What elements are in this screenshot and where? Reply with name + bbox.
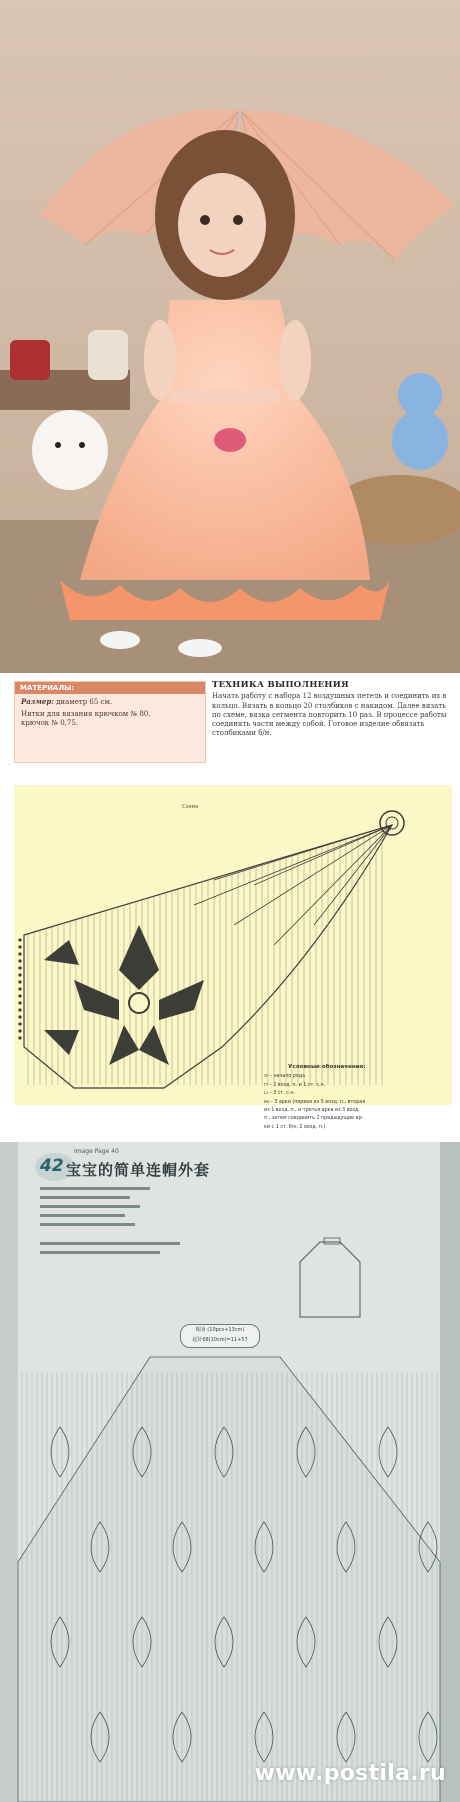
size-label: Размер:: [21, 697, 54, 706]
materials-hook: крючок № 0,75.: [21, 719, 79, 727]
badge-line-2: 起针68(10cm)=11+57: [192, 1337, 248, 1343]
pattern-number: 42: [40, 1156, 64, 1176]
legend-item: ⋈ – 3 арки (первая из 5 возд. п., вторая: [264, 1099, 366, 1105]
materials-box: [14, 681, 206, 763]
technique-text: Начать работу с набора 12 воздушных петель и соединить их в кольцо. Вязать в кольцо 20 столбиков с накидом. Далее вязать по схеме, вязка сегмента повторить 10 раз. В процессе работы соединять части между собой. Готовое изделие обвязать столбиками б/н.: [212, 692, 447, 738]
legend-item: ⊓ – 2 возд. п. и 1 ст. с.н.: [264, 1082, 326, 1088]
hood-chart-diagram: [0, 1142, 460, 1802]
materials-heading: МАТЕРИАЛЫ:: [15, 682, 205, 694]
technique-block: [212, 681, 450, 739]
legend-item: ки с 1 ст. б/н, 2 возд. п.): [264, 1124, 326, 1130]
scheme-label: Схема: [182, 804, 199, 810]
product-photo: [0, 0, 460, 673]
materials-section: [0, 673, 460, 785]
materials-size: [15, 694, 205, 707]
page-ref: Image Page 40: [74, 1148, 119, 1155]
second-pattern-page: [0, 1142, 460, 1802]
pattern-title: 宝宝的简单连帽外套: [66, 1161, 211, 1179]
site-watermark: www.postila.ru: [254, 1761, 446, 1786]
legend-item: из 1 возд. п., и третья арка из 3 возд.: [264, 1108, 360, 1114]
legend-item: п., затем соединить 2 предыдущие ар-: [264, 1116, 364, 1122]
badge-line-1: 帽身 (10pcs+13cm): [195, 1327, 245, 1333]
materials-yarn: Нитки для вязания крючком № 80,: [21, 710, 151, 718]
chart-badge: [180, 1324, 260, 1348]
size-value: диаметр 65 см.: [56, 698, 113, 706]
crochet-chart: [14, 785, 452, 1130]
legend-item: ⊔ – 3 ст. с.н.: [264, 1091, 296, 1097]
technique-title: ТЕХНИКА ВЫПОЛНЕНИЯ: [212, 680, 349, 690]
chart-diagram: [14, 785, 452, 1105]
legend-item: ⊙ – начало ряда: [264, 1074, 306, 1080]
chart-legend: [264, 1063, 452, 1132]
legend-title: Условные обозначения:: [288, 1064, 366, 1070]
